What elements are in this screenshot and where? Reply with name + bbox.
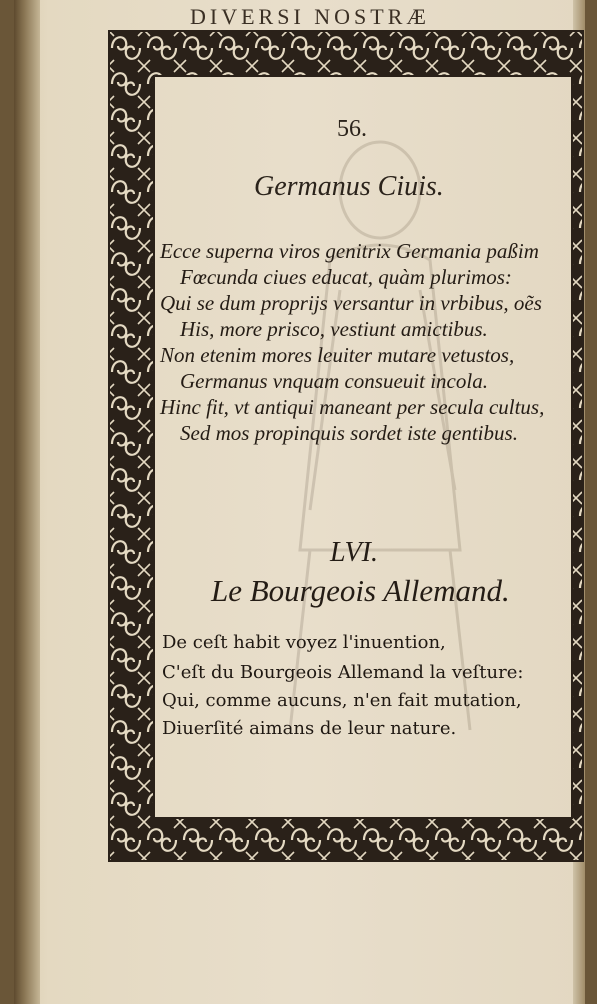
verse-line: Qui se dum proprijs versantur in vrbibus, oẽs xyxy=(160,291,542,315)
verse-line: Qui, comme aucuns, n'en fait mutation, xyxy=(162,690,522,711)
french-title: Le Bourgeois Allemand. xyxy=(211,573,510,608)
verse-line: Ecce superna viros genitrix Germania paßim xyxy=(160,239,539,263)
verse-line: Non etenim mores leuiter mutare vetustos, xyxy=(160,343,515,367)
running-head: DIVERSI NOSTRÆ xyxy=(190,4,430,26)
verse-line: Germanus vnquam consueuit incola. xyxy=(180,369,488,393)
latin-title: Germanus Ciuis. xyxy=(254,171,444,202)
verse-line: Diuerſité aimans de leur nature. xyxy=(162,718,457,739)
section-number: LVI. xyxy=(330,537,378,568)
verse-line: Hinc fit, vt antiqui maneant per secula cultus, xyxy=(160,395,545,419)
verse-line: Fœcunda ciues educat, quàm plurimos: xyxy=(180,265,512,289)
verse-line: Sed mos propinquis sordet iste gentibus. xyxy=(180,421,518,445)
page-number: 56. xyxy=(337,116,367,142)
verse-line: De ceſt habit voyez l'inuention, xyxy=(162,632,446,653)
verse-line: His, more prisco, vestiunt amictibus. xyxy=(180,317,488,341)
verse-line: C'eſt du Bourgeois Allemand la veſture: xyxy=(162,662,524,683)
